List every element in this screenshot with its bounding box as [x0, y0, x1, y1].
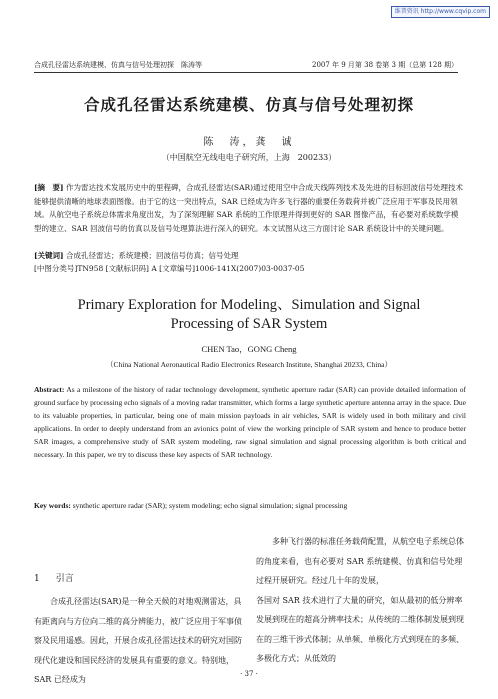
authors-en: CHEN Tao，GONG Cheng — [201, 344, 297, 354]
affiliation-cn: （中国航空无线电电子研究所，上海 200233） — [161, 153, 337, 162]
authors-cn: 陈 涛，龚 诚 — [203, 137, 295, 148]
section-title: 引言 — [55, 574, 74, 584]
abstract-en — [34, 383, 466, 461]
running-header-right: 2007 年 9 月第 38 卷第 3 期（总第 128 期） — [311, 61, 458, 69]
keywords-en-text: synthetic aperture radar (SAR); system modeling; echo signal simulation; signal processing — [72, 501, 348, 510]
paper-title-cn: 合成孔径雷达系统建模、仿真与信号处理初探 — [83, 95, 414, 114]
classification-line: [中图分类号]TN958 [文献标识码] A [文章编号]1006-141X(2007)03-0037-05 — [34, 264, 305, 273]
body-paragraph: 合成孔径雷达(SAR)是一种全天候的对地观测雷达，具有距离向与方位向二维的高分辨能力，被广泛应用于军事侦察及民用遥感。因此，开展合成孔径雷达技术的研究对国防现代化建设和国民经济的发展具有重要的意义。特别地，SAR 已经成为 — [34, 597, 242, 684]
keywords-en-label: Key words: — [34, 501, 71, 510]
section-number: 1 — [34, 574, 40, 584]
header-rule — [34, 72, 458, 73]
paper-title-en — [0, 296, 498, 334]
watermark-stamp: 维普资讯 http://www.cqvip.com — [391, 6, 490, 18]
abstract-cn — [34, 181, 464, 235]
body-paragraph: 各国对 SAR 技术进行了大量的研究，如从最初的低分辨率发展到现在的超高分辨率技术；从传统的二维体制发展到现在的三维干涉式体制；从单频、单极化方式到现在的多频、多极化方式；从低效的 — [256, 595, 464, 663]
keywords-cn-label: [关键词] — [34, 251, 64, 260]
section-heading — [34, 571, 74, 584]
keywords-en — [34, 501, 466, 510]
abstract-en-label: Abstract: — [34, 385, 65, 394]
body-paragraph: 多种飞行器的标准任务载荷配置，从航空电子系统总体的角度来看，也有必要对 SAR 系统建模、仿真和信号处理过程开展研究。经过几十年的发展， — [256, 537, 464, 585]
keywords-cn-text: 合成孔径雷达；系统建模；回波信号仿真；信号处理 — [66, 251, 239, 260]
title-en-line1: Primary Exploration for Modeling、Simulation and Signal — [77, 297, 421, 313]
affiliation-en: （China National Aeronautical Radio Electronics Research Institute, Shanghai 20233, China） — [106, 360, 392, 369]
body-column-right — [256, 532, 466, 669]
abstract-cn-label: [摘 要] — [34, 183, 64, 192]
keywords-cn — [34, 249, 464, 263]
title-en-line2: Processing of SAR System — [170, 316, 328, 332]
abstract-cn-text: 作为雷达技术发展历史中的里程碑，合成孔径雷达(SAR)通过使用空中合成天线阵列技术及先进的目标回波信号处理技术能够提供清晰的地球表面图像。由于它的这一突出特点，SAR 已经成为许多飞行器的重要任务载荷并被广泛应用于军事及民用领域。从航空电子系统总体需求角度出发，为了深刻理解 SAR 系统的工作原理并得到更好的 SAR 图像产品，有必要对系统数学模型的建立、SAR 回波信号的仿真以及信号处理算法进行深入的研究。本文试图从这三方面讨论 SAR 系统设计中的关键问题。 — [34, 183, 464, 233]
running-header-left: 合成孔径雷达系统建模、仿真与信号处理初探 陈涛等 — [34, 61, 202, 69]
abstract-en-text: As a milestone of the history of radar technology development, synthetic aperture radar (SAR) can provide detailed information of ground surface by processing echo signals of a moving radar transmitter, which forms a large synthetic aperture antenna array in the space. Due to its valuable properties, in particular, being one of main mission payloads in air vehicles, SAR is widely used in both military and civil applications. In order to deeply understand from an avionics point of view the working principle of SAR system and hence to produce better SAR images, a comprehensive study of SAR system modeling, raw signal simulation and signal processing algorithm is both critical and necessary. In this paper, we try to discuss these key aspects of SAR technology. — [34, 385, 466, 459]
page-number: · 37 · — [240, 670, 258, 678]
